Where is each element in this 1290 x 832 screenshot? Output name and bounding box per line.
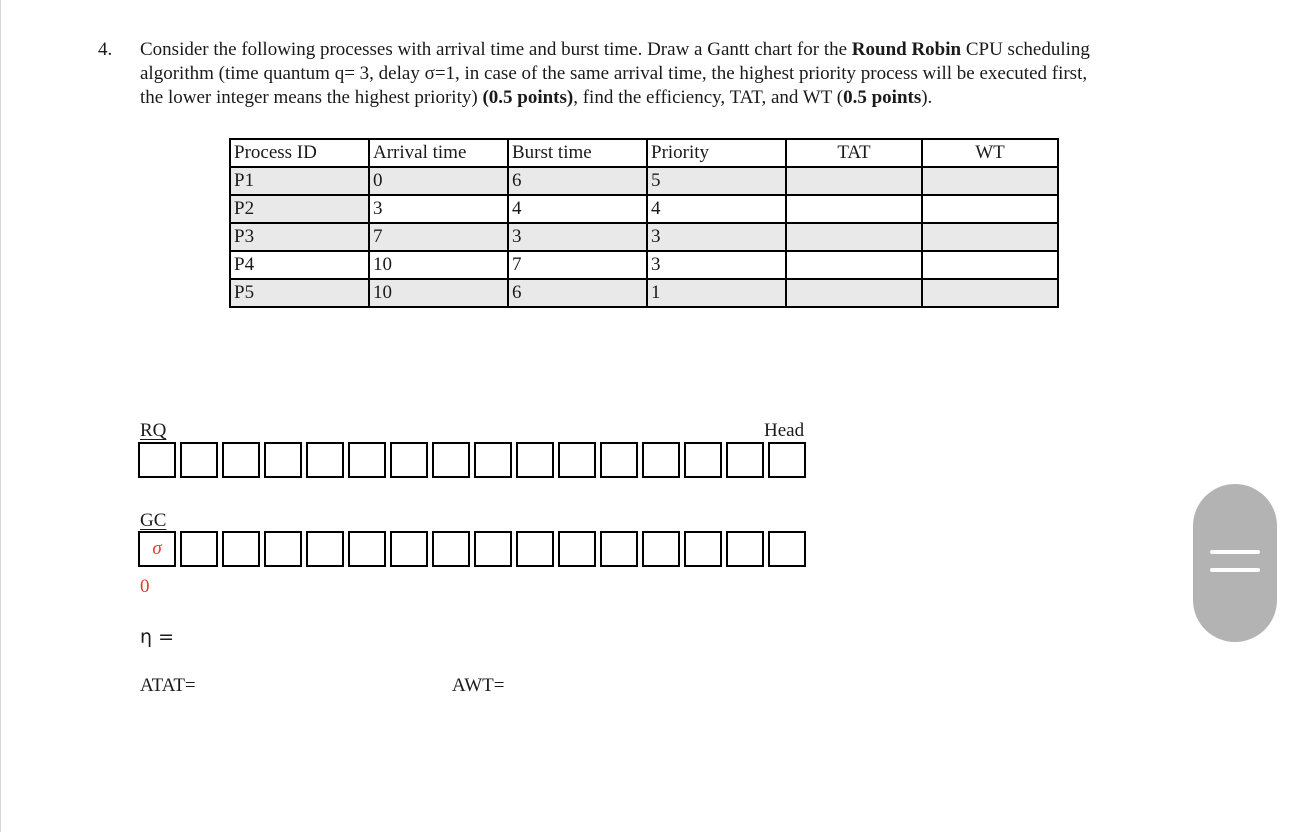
ready-queue-slot[interactable] [432,442,470,478]
gantt-slot[interactable] [348,531,386,567]
gantt-chart-label: GC [140,510,167,531]
handle-line [1210,568,1260,572]
queue-head-label: Head [764,420,805,441]
header-priority: Priority [647,139,786,167]
cell-wt[interactable] [922,251,1058,279]
gantt-slot[interactable] [390,531,428,567]
ready-queue-label: RQ [140,420,167,441]
header-wt: WT [922,139,1058,167]
atat-label: ATAT= [140,675,196,696]
header-arrival-time: Arrival time [369,139,508,167]
cell-tat[interactable] [786,223,922,251]
cell-wt[interactable] [922,223,1058,251]
cell-priority: 1 [647,279,786,307]
ready-queue-slots [138,442,810,478]
ready-queue-slot[interactable] [684,442,722,478]
cell-tat[interactable] [786,167,922,195]
cell-burst: 3 [508,223,647,251]
handle-line [1210,550,1260,554]
gantt-slot[interactable] [180,531,218,567]
cell-tat[interactable] [786,251,922,279]
cell-process-id: P2 [230,195,369,223]
ready-queue-slot[interactable] [222,442,260,478]
ready-queue-slot[interactable] [558,442,596,478]
table-header-row [230,139,1058,167]
question-line1-bold: Round Robin [851,39,962,60]
ready-queue-slot[interactable] [138,442,176,478]
sigma-delay-marker: σ [152,538,162,559]
efficiency-label: η = [140,626,175,648]
gantt-slot[interactable] [516,531,554,567]
gantt-slot[interactable] [222,531,260,567]
cell-wt[interactable] [922,167,1058,195]
cell-burst: 6 [508,167,647,195]
page-edge [0,0,1,832]
gantt-slot[interactable] [642,531,680,567]
question-line3-c: ). [921,87,933,108]
awt-label: AWT= [452,675,505,696]
cell-wt[interactable] [922,279,1058,307]
ready-queue-slot[interactable] [264,442,302,478]
cell-tat[interactable] [786,195,922,223]
cell-tat[interactable] [786,279,922,307]
cell-arrival: 10 [369,279,508,307]
ready-queue-slot[interactable] [768,442,806,478]
question-line1-a: Consider the following processes with arrival time and burst time. Draw a Gantt chart for the [140,39,852,60]
cell-priority: 3 [647,251,786,279]
header-burst-time: Burst time [508,139,647,167]
ready-queue-slot[interactable] [306,442,344,478]
ready-queue-slot[interactable] [642,442,680,478]
gantt-slot[interactable] [306,531,344,567]
cell-arrival: 10 [369,251,508,279]
cell-process-id: P4 [230,251,369,279]
header-tat: TAT [786,139,922,167]
header-process-id: Process ID [230,139,369,167]
gantt-start-time: 0 [140,576,150,597]
table-row [230,251,1058,279]
gantt-slot[interactable] [684,531,722,567]
cell-process-id: P1 [230,167,369,195]
gantt-slot[interactable] [474,531,512,567]
ready-queue-slot[interactable] [180,442,218,478]
question-text [140,38,1248,110]
question-line3-a: the lower integer means the highest priority) [140,87,483,108]
cell-arrival: 7 [369,223,508,251]
question-number: 4. [98,39,113,60]
cell-process-id: P5 [230,279,369,307]
question-line3-bold2: 0.5 points [843,87,922,108]
question-line1-b: CPU scheduling [961,39,1090,60]
gantt-chart-slots [138,531,810,567]
cell-process-id: P3 [230,223,369,251]
table-row [230,223,1058,251]
gantt-slot[interactable] [600,531,638,567]
gantt-slot[interactable] [768,531,806,567]
gantt-slot[interactable] [558,531,596,567]
ready-queue-slot[interactable] [600,442,638,478]
ready-queue-slot[interactable] [726,442,764,478]
cell-priority: 3 [647,223,786,251]
ready-queue-slot[interactable] [474,442,512,478]
cell-burst: 4 [508,195,647,223]
table-row [230,195,1058,223]
question-line3-b: , find the efficiency, TAT, and WT ( [573,87,844,108]
gantt-slot[interactable] [264,531,302,567]
process-table [229,138,1059,308]
table-row [230,279,1058,307]
cell-burst: 7 [508,251,647,279]
gantt-slot[interactable] [726,531,764,567]
ready-queue-slot[interactable] [516,442,554,478]
question-line3-bold1: (0.5 points) [482,87,574,108]
cell-wt[interactable] [922,195,1058,223]
ready-queue-slot[interactable] [348,442,386,478]
cell-priority: 5 [647,167,786,195]
cell-arrival: 0 [369,167,508,195]
question-line2: algorithm (time quantum q= 3, delay σ=1, in case of the same arrival time, the highest priority process will be executed first, [140,63,1088,84]
ready-queue-slot[interactable] [390,442,428,478]
cell-arrival: 3 [369,195,508,223]
gantt-slot[interactable] [138,531,176,567]
cell-priority: 4 [647,195,786,223]
table-row [230,167,1058,195]
gantt-slot[interactable] [432,531,470,567]
cell-burst: 6 [508,279,647,307]
drag-handle-icon[interactable] [1193,484,1277,642]
